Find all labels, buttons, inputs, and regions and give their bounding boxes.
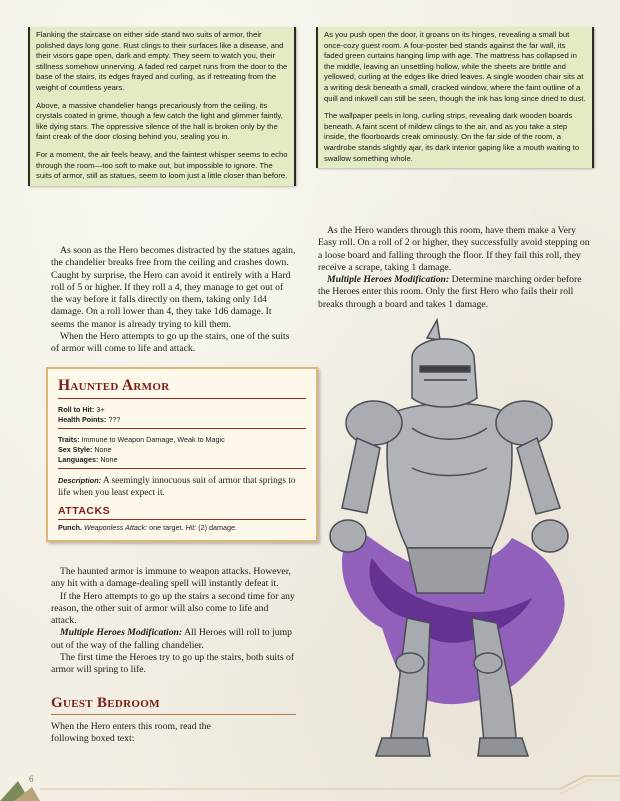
left-column: [28, 27, 296, 186]
body-paragraph: The first time the Heroes try to go up the stairs, both suits of armor will spring to life.: [51, 652, 295, 676]
boxed-text-guest-bedroom: [316, 27, 594, 168]
page-number: 6: [29, 774, 34, 784]
right-body: [318, 225, 594, 311]
boxed-paragraph: For a moment, the air feels heavy, and the faintest whisper seems to echo through the room—too soft to make out, but impossible to ignore. The suits of armor, still as statues, seem to loom just a little closer than before.: [36, 149, 288, 181]
divider: [58, 468, 306, 469]
traits-value: Immune to Weapon Damage, Weak to Magic: [81, 435, 225, 444]
roll-label: Roll to Hit:: [58, 405, 95, 414]
guest-bedroom-section: [51, 695, 296, 746]
sex-style: [58, 445, 306, 455]
punch-type: Weaponless Attack:: [83, 523, 148, 532]
health-points: [58, 415, 306, 425]
lang-value: None: [100, 455, 118, 464]
roll-to-hit: [58, 405, 306, 415]
desc-label: Description:: [58, 476, 102, 485]
body-paragraph: When the Hero attempts to go up the stairs, one of the suits of armor will come to life and attack.: [51, 331, 290, 355]
body-paragraph: When the Hero enters this room, read the following boxed text:: [51, 721, 211, 745]
boxed-text-entrance: [28, 27, 296, 186]
sex-value: None: [94, 445, 112, 454]
attacks-heading: ATTACKS: [58, 505, 111, 517]
divider: [58, 428, 306, 429]
boxed-paragraph: The wallpaper peels in long, curling strips, revealing dark wooden boards beneath. A faint scent of mildew clings to the air, and as you take a step inside, the floorboards creak ominously. On the far side of the room, a wardrobe stands slightly ajar, its dark interior gaping like a mouth waiting to swallow something whole.: [324, 111, 580, 163]
modification-text: All Heroes will roll to jump out of the way of the falling chandelier.: [51, 627, 292, 651]
traits: [58, 435, 306, 445]
boxed-paragraph: As you push open the door, it groans on its hinges, revealing a small but once-cozy guest room. A four-poster bed stands against the far wall, its faded green curtains hanging limp with age. The mattress has collapsed in the middle, leaving an unsettling hollow, while the sheets are brittle and yellowed, curling at the edges like dried leaves. A single wooden chair sits at a writing desk beneath a small, cracked window, where the faint outline of a quill and inkwell can still be seen, though the ink has long since dried to dust.: [324, 30, 586, 103]
punch-text: one target.: [149, 523, 184, 532]
body-paragraph: If the Hero attempts to go up the stairs a second time for any reason, the other suit of armor will also come to life and attack.: [51, 590, 295, 627]
punch-attack: [58, 523, 306, 533]
left-body-2: [51, 566, 296, 677]
footer-ornament-right: [0, 764, 620, 801]
traits-label: Traits:: [58, 435, 80, 444]
boxed-paragraph: Above, a massive chandelier hangs precariously from the ceiling, its crystals coated in grime, though a few catch the light and glimmer faintly, like dying stars. The oppressive silence of the hall is broken only by the faint creak of the door closing behind you, sealing you in.: [36, 100, 283, 142]
modification-text: Determine marching order before the Heroes enter this room. Only the first Hero who fails their roll breaks through a board and takes 1 damage.: [318, 274, 582, 310]
languages: [58, 455, 306, 465]
divider: [58, 398, 306, 399]
hp-value: ???: [108, 415, 121, 424]
punch-label: Punch.: [58, 523, 82, 532]
haunted-armor-illustration: [312, 318, 588, 766]
right-column: [316, 27, 594, 168]
left-body-1: [51, 245, 296, 356]
body-paragraph: As the Hero wanders through this room, have them make a Very Easy roll. On a roll of 2 or higher, they successfully avoid stepping on a loose board and falling through the floor. If they fail this roll, they receive a scrape, taking 1 damage.: [318, 225, 590, 273]
stat-block-title: Haunted Armor: [58, 377, 170, 394]
body-paragraph: As soon as the Hero becomes distracted by the statues again, the chandelier breaks free from the ceiling and crashes down. Caught by surprise, the Hero can avoid it entirely with a Hard roll of 5 or higher. If they roll a 4, they manage to get out of the way before it falls directly on them, taking only 1d4 damage. On a roll lower than 4, they take 1d6 damage. It seems the manor is already trying to kill them.: [51, 245, 296, 330]
hp-label: Health Points:: [58, 415, 107, 424]
body-paragraph: The haunted armor is immune to weapon attacks. However, any hit with a damage-dealing spell will instantly defeat it.: [51, 566, 291, 590]
section-heading: Guest Bedroom: [51, 695, 160, 711]
body-paragraph: [51, 627, 296, 652]
stat-block-haunted-armor: [46, 367, 318, 542]
desc-value: A seemingly innocuous suit of armor that springs to life when you least expect it.: [58, 476, 296, 498]
body-paragraph: [318, 274, 594, 311]
divider: [58, 519, 306, 520]
boxed-paragraph: Flanking the staircase on either side stand two suits of armor, their polished days long gone. Rust clings to their surfaces like a disease, and their visors gape open, dark and empty. They seem to watch you, their stillness somehow unnerving. A faded red carpet runs from the door to the base of the stairs, its edges frayed and curling, as if retreating from the weight of countless years.: [36, 30, 288, 92]
modification-label: Multiple Heroes Modification:: [60, 627, 183, 639]
heading-rule: [51, 714, 296, 715]
sex-label: Sex Style:: [58, 445, 93, 454]
hit-label: Hit:: [185, 523, 197, 532]
description: [58, 475, 306, 499]
hit-value: (2) damage.: [198, 523, 238, 532]
helmet: [412, 320, 477, 407]
roll-value: 3+: [96, 405, 105, 414]
lang-label: Languages:: [58, 455, 99, 464]
modification-label: Multiple Heroes Modification:: [327, 274, 450, 286]
